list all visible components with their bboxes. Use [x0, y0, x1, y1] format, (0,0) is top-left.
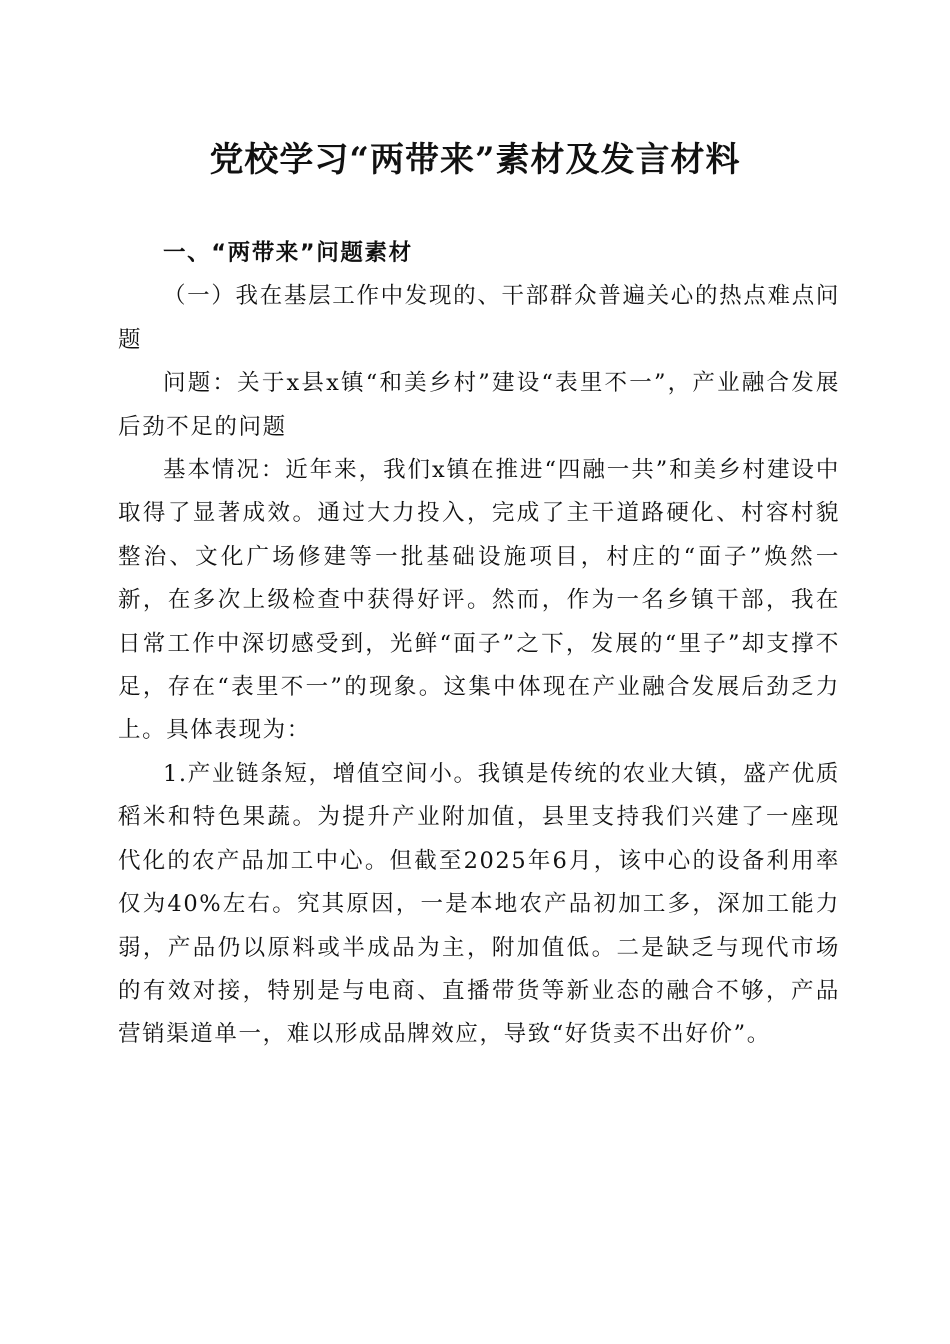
point-1-paragraph: 1.产业链条短，增值空间小。我镇是传统的农业大镇，盛产优质稻米和特色果蔬。为提升产业附加值，县里支持我们兴建了一座现代化的农产品加工中心。但截至2025年6月，该中心的设备利用率仅为40%左右。究其原因，一是本地农产品初加工多，深加工能力弱，产品仍以原料或半成品为主，附加值低。二是缺乏与现代市场的有效对接，特别是与电商、直播带货等新业态的融合不够，产品营销渠道单一，难以形成品牌效应，导致“好货卖不出好价”。: [118, 760, 840, 1048]
basic-situation-paragraph: 基本情况：近年来，我们x镇在推进“四融一共”和美乡村建设中取得了显著成效。通过大力投入，完成了主干道路硬化、村容村貌整治、文化广场修建等一批基础设施项目，村庄的“面子”焕然一新，在多次上级检查中获得好评。然而，作为一名乡镇干部，我在日常工作中深切感受到，光鲜“面子”之下，发展的“里子”却支撑不足，存在“表里不一”的现象。这集中体现在产业融合发展后劲乏力上。具体表现为：: [118, 457, 840, 744]
subsection-heading: （一）我在基层工作中发现的、干部群众普遍关心的热点难点问题: [118, 283, 840, 353]
document-title: 党校学习“两带来”素材及发言材料: [209, 140, 741, 180]
problem-statement: 问题：关于x县x镇“和美乡村”建设“表里不一”，产业融合发展后劲不足的问题: [118, 370, 840, 440]
document-body: [118, 232, 840, 1057]
section-heading: 一、“两带来”问题素材: [163, 240, 413, 266]
